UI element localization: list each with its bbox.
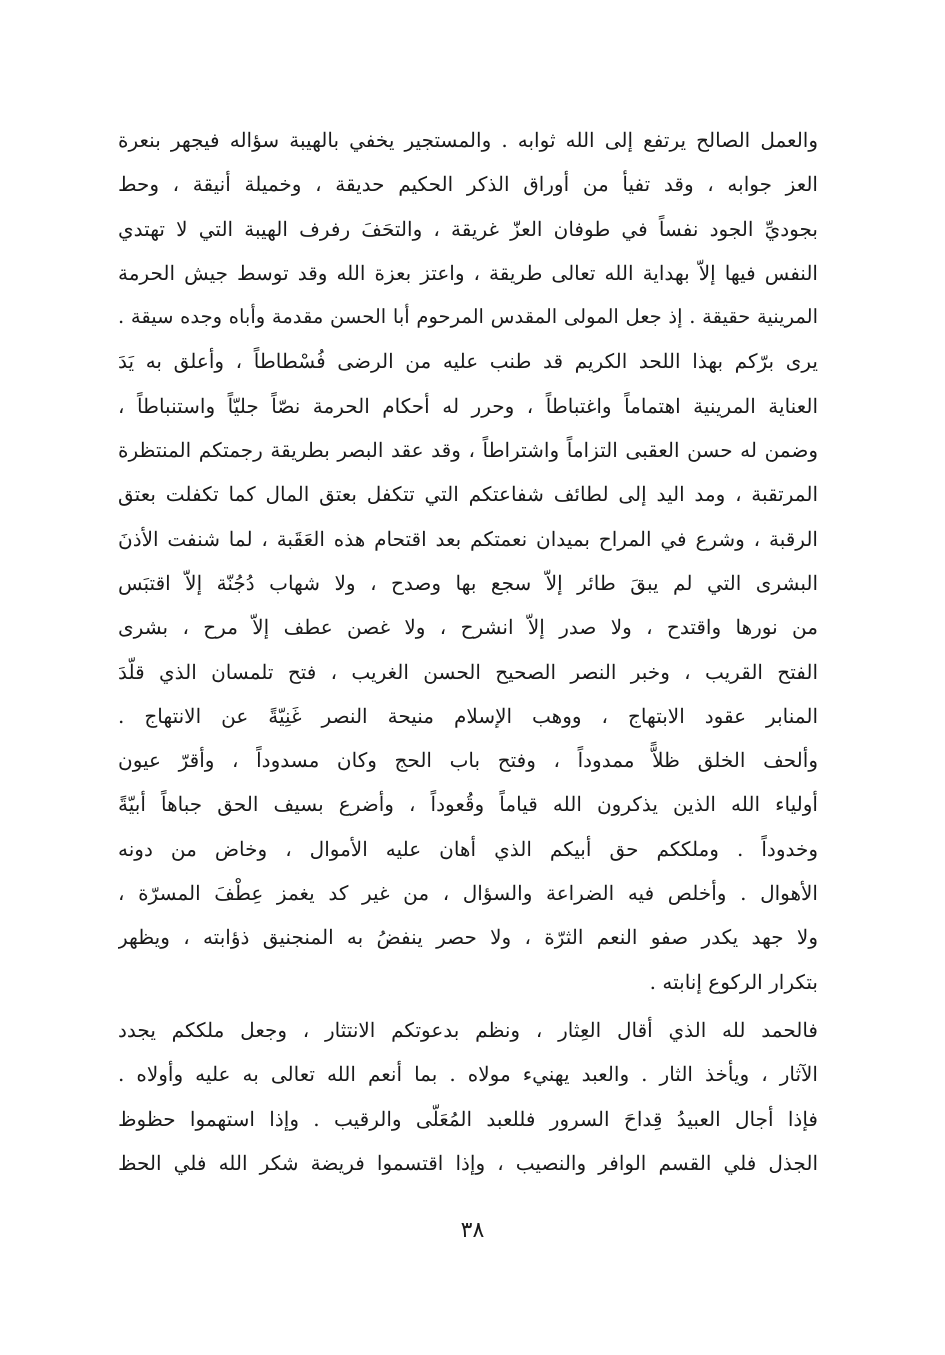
text-line: النفس فيها إلاّ بهداية الله تعالى طريقة ، واعتز بعزة الله وقد توسط جيش الحرمة (118, 260, 818, 285)
text-line: ولا جهد يكدر صفو النعم الثرّة ، ولا حصر ينفضُ به المنجنيق ذؤابته ، ويظهر (118, 925, 818, 950)
text-line: المرينية حقيقة . إذ جعل المولى المقدس المرحوم أبا الحسن مقدمة وأباه وجده سيقة . (118, 305, 818, 329)
text-line: الآثار ، ويأخذ الثار . والعبد يهنيء مولاه . بما أنعم الله تعالى به عليه وأولاه . (118, 1062, 818, 1087)
text-line: الجذل فلي القسم الوافر والنصيب ، وإذا اقتسموا فريضة شكر الله فلي الحظ (118, 1150, 818, 1175)
text-line: الفتح القريب ، وخبر النصر الصحيح الحسن الغريب ، فتح تلمسان الذي قلّدَ (118, 659, 818, 684)
text-line: المرتقبة ، ومد اليد إلى لطائف شفاعتكم التي تتكفل بعتق المال كما تكفلت بعتق (118, 482, 818, 507)
text-line: أولياء الله الذين يذكرون الله قياماً وقُعوداً ، وأضرع بسيف الحق جباهاً أبيّةً (118, 792, 818, 817)
text-line: بتكرار الركوع إنابته . (649, 969, 818, 994)
text-line: العناية المرينية اهتماماً واغتباطاً ، وحرر له أحكام الحرمة نصّاً جليّاً واستنباطاً ، (118, 393, 818, 418)
body-text (118, 118, 818, 1185)
text-line: فالحمد لله الذي أقال العِثار ، ونظم بدعوتكم الانتثار ، وجعل ملككم يجدد (118, 1017, 818, 1042)
text-line: من نورها واقتدح ، ولا صدر إلاّ انشرح ، ولا غصن عطف إلاّ مرح ، بشرى (118, 615, 818, 640)
text-line: يرى برّكم بهذا اللحد الكريم قد طنب عليه من الرضى فُسْطاطاً ، وأعلق به يَدَ (118, 349, 818, 374)
text-line: وألحف الخلق ظلاًّ ممدوداً ، وفتح باب الحج وكان مسدوداً ، وأقرّ عيون (118, 748, 818, 773)
text-line: البشرى التي لم يبقَ طائر إلاّ سجع بها وصدح ، ولا شهاب دُجُنّة إلاّ اقتبَس (118, 570, 818, 595)
text-line: العز جوابه ، وقد تفيأ من أوراق الذكر الحكيم حديقة ، وخميلة أنيقة ، وحط (118, 172, 818, 197)
text-line: وخدوداً . وملككم حق أبيكم الذي أهان عليه الأموال ، وخاض من دونه (118, 836, 818, 861)
text-line: وضمن له حسن العقبى التزاماً واشتراطاً ، وقد عقد البصر بطريقة رجمتكم المنتظرة (118, 438, 818, 463)
text-line: المنابر عقود الابتهاج ، ووهب الإسلام منيحة النصر غَنِيّةً عن الانتهاج . (118, 703, 818, 728)
text-line: بجوديِّ الجود نفساً في طوفان العزّ غريقة ، والتحَفَ رفرف الهيبة التي لا تهتدي (118, 216, 818, 241)
text-line: الرقبة ، وشرع في المراح بميدان نعمتكم بعد اقتحام هذه العَقَبة ، لما شنفت الأذنَ (118, 526, 818, 551)
text-line: الأهوال . وأخلص فيه الضراعة والسؤال ، من غير كد يغمز عِطْفَ المسرّة ، (118, 881, 818, 906)
text-line: والعمل الصالح يرتفع إلى الله ثوابه . والمستجير يخفي بالهيبة سؤاله فيجهر بنعرة (118, 128, 818, 152)
text-line: فإذا أجال العبيدُ قِداحَ السرور فللعبد المُعَلّى والرقيب . وإذا استهموا حظوظ (118, 1106, 818, 1131)
page-number: ٣٨ (460, 1218, 485, 1243)
